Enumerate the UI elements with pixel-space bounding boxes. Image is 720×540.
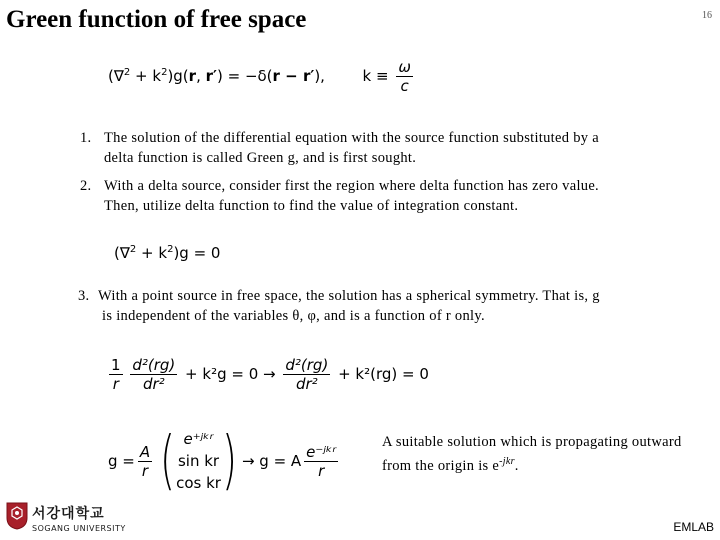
university-name-korean: 서강대학교 (32, 506, 105, 522)
university-name-english: SOGANG UNIVERSITY (32, 524, 126, 533)
note-line-2: from the origin is $e^{-jkr}$. (382, 456, 519, 474)
equation-radial: $\frac{1}{r}$ $\frac{\text{d²(rg)}}{\text{dr²}}$ + k²g = 0 → $\frac{\text{d²(rg)}}{\text{dr²}}$ + k²(rg) = 0 (111, 356, 429, 393)
list-item-2: 2. With a delta source, consider first the region where delta function has zero value. (80, 178, 599, 194)
university-shield-icon (6, 502, 28, 530)
equation-green-definition: $(\nabla^2 + k^2)g(r$, r′) = −δ(r − r′), k ≡ $\frac{\omega}{c}$ (108, 58, 411, 95)
lab-name: EMLAB (673, 520, 714, 534)
list-item-2-cont: Then, utilize delta function to find the value of integration constant. (104, 198, 519, 214)
list-item-1-cont: delta function is called Green g, and is first sought. (104, 150, 417, 166)
page-title: Green function of free space (6, 6, 307, 33)
page-number: 16 (702, 10, 712, 21)
note-line-1: A suitable solution which is propagating outward (382, 434, 682, 450)
list-item-1: 1. The solution of the differential equation with the source function substituted by a (80, 130, 599, 146)
equation-homogeneous: $(\nabla^2 + k^2)g = 0$ (114, 244, 221, 262)
university-logo (32, 503, 126, 533)
equation-solution: g = $\frac{A}{r}$ ( e⁺ʲᵏʳ sin kr cos kr ) → g = A $\frac{\text{e⁻ʲᵏʳ}}{r}$ (108, 424, 337, 498)
list-item-3-cont: is independent of the variables θ, φ, and is a function of r only. (102, 308, 485, 324)
list-item-3: 3. With a point source in free space, the solution has a spherical symmetry. That is, g (78, 288, 600, 304)
